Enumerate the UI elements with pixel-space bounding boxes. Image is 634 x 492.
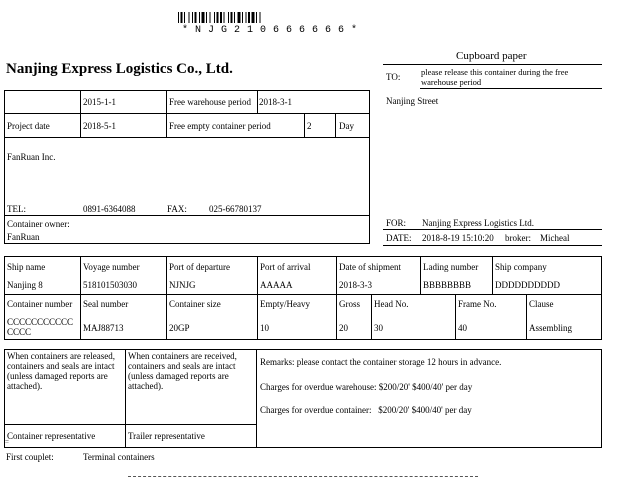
owner-label: Container owner:: [7, 219, 70, 229]
date-underline: [383, 245, 602, 246]
first-couplet-label: First couplet:: [6, 452, 54, 462]
for-value: Nanjing Express Logistics Ltd.: [422, 218, 534, 228]
barcode-bar: [231, 12, 233, 23]
container-number-value: CCCCCCCCCCC CCCC: [7, 317, 74, 337]
head-no-value: 30: [374, 323, 383, 333]
head-no-header: Head No.: [374, 299, 409, 309]
ship-company-value: DDDDDDDDDD: [495, 280, 560, 290]
first-couplet-value: Terminal containers: [83, 452, 155, 462]
broker-label: broker:: [505, 233, 531, 243]
empty-heavy-header: Empty/Heavy: [260, 299, 310, 309]
barcode-bar: [178, 12, 179, 23]
barcode-bar: [214, 12, 215, 23]
for-underline: [383, 229, 602, 230]
document-title: Cupboard paper: [456, 50, 527, 62]
ship-name-value: Nanjing 8: [7, 280, 43, 290]
barcode-bar: [192, 12, 193, 23]
container-size-header: Container size: [169, 299, 221, 309]
shipment-date-header: Date of shipment: [339, 262, 401, 272]
fax-label: FAX:: [167, 204, 187, 214]
barcode-text: * N J G 2 1 0 6 6 6 6 6 6 *: [182, 25, 358, 36]
overdue-container-charges: Charges for overdue container: $200/20' $400/40' per day: [260, 405, 472, 415]
barcode-bar: [181, 12, 183, 23]
ship-name-header: Ship name: [7, 262, 46, 272]
fax-value: 025-66780137: [209, 204, 262, 214]
barcode-bar: [246, 12, 247, 23]
frame-no-header: Frame No.: [458, 299, 497, 309]
trailer-representative-label: Trailer representative: [128, 431, 205, 441]
date-cell: 2015-1-1: [83, 97, 116, 107]
barcode-bar: [199, 12, 200, 23]
ship-company-header: Ship company: [495, 262, 547, 272]
date-value: 2018-8-19 15:10:20: [422, 233, 494, 243]
barcode-bar: [234, 12, 235, 23]
container-number-header: Container number: [7, 299, 73, 309]
client-name: FanRuan Inc.: [7, 152, 56, 162]
received-condition-text: When containers are received, containers and seals are intact (unless damaged reports are attached).: [128, 351, 237, 391]
gross-header: Gross: [339, 299, 361, 309]
free-warehouse-label: Free warehouse period: [169, 97, 251, 107]
barcode-bar: [206, 12, 207, 23]
container-size-value: 20GP: [169, 323, 190, 333]
barcode-bar: [195, 12, 197, 23]
port-arrival-value: AAAAA: [260, 280, 293, 290]
to-text: please release this container during the free warehouse period: [421, 67, 569, 87]
barcode-bar: [217, 12, 219, 23]
clause-value: Assembling: [529, 323, 573, 333]
voyage-number-header: Voyage number: [83, 262, 140, 272]
port-departure-header: Port of departure: [169, 262, 230, 272]
barcode-graphic: [178, 12, 326, 23]
gross-value: 20: [339, 323, 348, 333]
title-underline: [383, 64, 602, 65]
overdue-warehouse-charges: Charges for overdue warehouse: $200/20' $400/40' per day: [260, 382, 473, 392]
project-date-label: Project date: [7, 121, 50, 131]
to-underline: [420, 88, 602, 89]
frame-no-value: 40: [458, 323, 467, 333]
barcode-bar: [184, 12, 185, 23]
shipment-date-value: 2018-3-3: [339, 280, 372, 290]
free-empty-label: Free empty container period: [169, 121, 271, 131]
owner-value: FanRuan: [7, 232, 40, 242]
day-label: Day: [339, 121, 354, 131]
seal-number-header: Seal number: [83, 299, 129, 309]
barcode-bar: [256, 12, 257, 23]
barcode-bar: [252, 12, 255, 23]
barcode-bar: [228, 12, 229, 23]
seal-number-value: MAJ88713: [83, 323, 124, 333]
project-date-value: 2018-5-1: [83, 121, 116, 131]
free-empty-value: 2: [307, 121, 312, 131]
barcode-bar: [260, 12, 261, 23]
barcode-bar: [248, 12, 250, 23]
lading-number-header: Lading number: [423, 262, 479, 272]
container-representative-label: Container representative: [7, 431, 96, 441]
remarks-text: Remarks: please contact the container storage 12 hours in advance.: [260, 357, 502, 367]
empty-heavy-value: 10: [260, 323, 269, 333]
date-label: DATE:: [386, 233, 412, 243]
voyage-number-value: 518101503030: [83, 280, 137, 290]
barcode-bar: [210, 12, 211, 23]
to-label: TO:: [386, 72, 401, 82]
tel-value: 0891-6364088: [83, 204, 136, 214]
small-mark: =: [5, 438, 9, 446]
barcode-bar: [202, 12, 205, 23]
barcode-bar: [242, 12, 243, 23]
released-condition-text: When containers are released, containers and seals are intact (unless damaged reports are attached).: [7, 351, 115, 391]
cut-line: [128, 476, 478, 477]
free-warehouse-value: 2018-3-1: [259, 97, 292, 107]
barcode-bar: [189, 12, 190, 23]
barcode-bar: [220, 12, 222, 23]
for-label: FOR:: [386, 218, 407, 228]
address-text: Nanjing Street: [386, 96, 439, 106]
lading-number-value: BBBBBBBB: [423, 280, 472, 290]
barcode-bar: [224, 12, 225, 23]
tel-label: TEL:: [7, 204, 26, 214]
clause-header: Clause: [529, 299, 554, 309]
company-title: Nanjing Express Logistics Co., Ltd.: [6, 61, 233, 77]
broker-value: Micheal: [540, 233, 570, 243]
port-departure-value: NJNJG: [169, 280, 196, 290]
barcode-bar: [238, 12, 241, 23]
port-arrival-header: Port of arrival: [260, 262, 311, 272]
